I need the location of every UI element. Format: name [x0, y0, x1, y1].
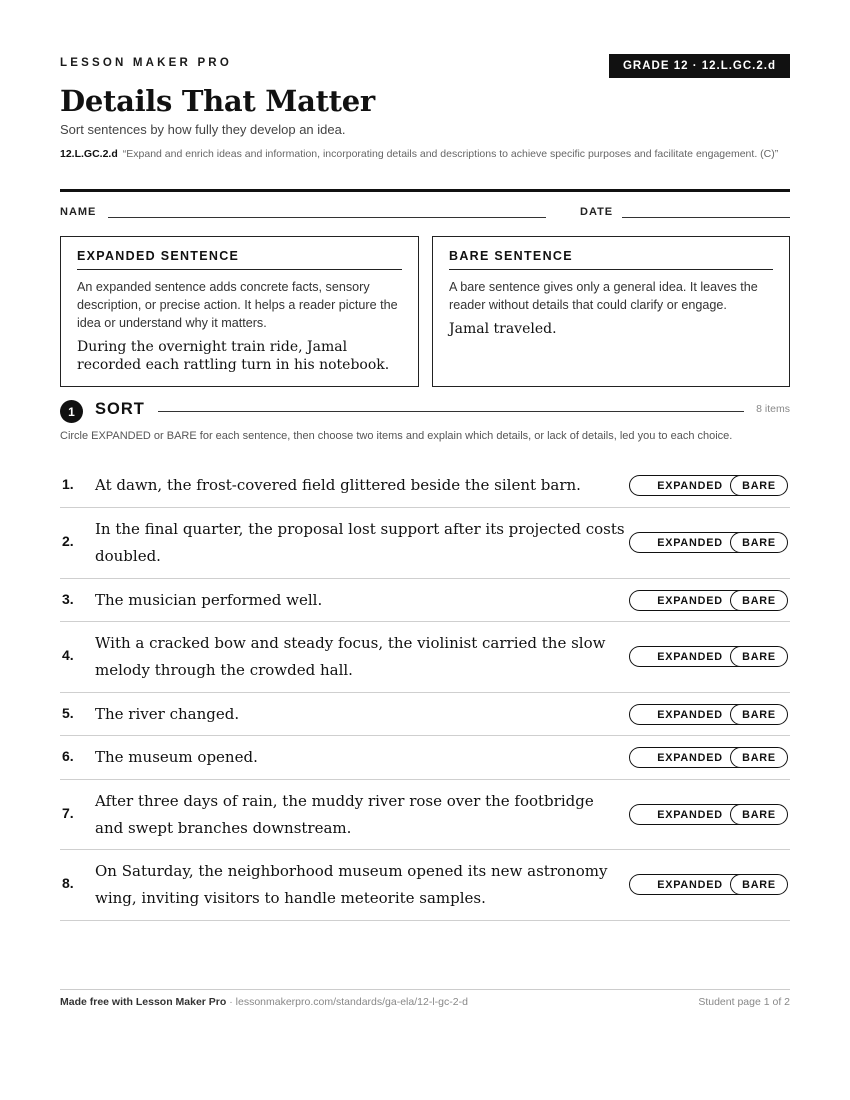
- item-number: 5.: [62, 705, 74, 721]
- sort-divider: [158, 411, 744, 412]
- sort-section-header: [60, 399, 790, 423]
- list-item: [60, 780, 790, 850]
- bare-heading: BARE SENTENCE: [449, 249, 773, 270]
- header-divider: [60, 189, 790, 192]
- worksheet-page: [60, 0, 790, 1100]
- expanded-choice[interactable]: EXPANDED: [629, 747, 751, 768]
- list-item: [60, 508, 790, 579]
- expanded-choice[interactable]: EXPANDED: [629, 590, 751, 611]
- list-item: [60, 850, 790, 921]
- item-sentence: On Saturday, the neighborhood museum opened its new astronomy wing, inviting visitors to handle meteorite samples.: [95, 862, 608, 907]
- bare-choice[interactable]: BARE: [730, 747, 788, 768]
- list-item: [60, 464, 790, 508]
- date-label: DATE: [580, 206, 614, 218]
- date-field[interactable]: [622, 217, 790, 218]
- brand-name: LESSON MAKER PRO: [60, 57, 232, 69]
- expanded-description: An expanded sentence adds concrete facts, sensory description, or precise action. It helps a reader picture the idea or understand why it matters.: [77, 280, 398, 330]
- item-number: 1.: [62, 476, 74, 492]
- bare-choice[interactable]: BARE: [730, 532, 788, 553]
- list-item: [60, 622, 790, 693]
- bare-choice[interactable]: BARE: [730, 874, 788, 895]
- footer-credit: [60, 996, 468, 1008]
- footer-made-with: Made free with Lesson Maker Pro: [60, 996, 227, 1008]
- name-label: NAME: [60, 206, 97, 218]
- grade-badge: GRADE 12 · 12.L.GC.2.d: [609, 54, 790, 78]
- expanded-choice[interactable]: EXPANDED: [629, 646, 751, 667]
- item-number: 6.: [62, 748, 74, 764]
- expanded-heading: EXPANDED SENTENCE: [77, 249, 402, 270]
- footer-divider: [60, 989, 790, 990]
- bare-choice[interactable]: BARE: [730, 646, 788, 667]
- list-item: [60, 693, 790, 736]
- item-sentence: After three days of rain, the muddy river rose over the footbridge and swept branches downstream.: [95, 792, 594, 837]
- item-count: 8 items: [756, 403, 790, 415]
- item-sentence: The museum opened.: [95, 748, 258, 766]
- item-number: 7.: [62, 805, 74, 821]
- item-sentence: At dawn, the frost-covered field glittered beside the silent barn.: [95, 476, 581, 494]
- expanded-choice[interactable]: EXPANDED: [629, 704, 751, 725]
- page-indicator: Student page 1 of 2: [698, 996, 790, 1008]
- name-date-row: [60, 206, 790, 222]
- item-sentence: The river changed.: [95, 705, 240, 723]
- bare-choice[interactable]: BARE: [730, 475, 788, 496]
- expanded-choice[interactable]: EXPANDED: [629, 475, 751, 496]
- page-title: Details That Matter: [60, 84, 375, 118]
- bare-definition-box: [432, 236, 790, 387]
- bare-choice[interactable]: BARE: [730, 704, 788, 725]
- expanded-choice[interactable]: EXPANDED: [629, 532, 751, 553]
- footer-url: · lessonmakerpro.com/standards/ga-ela/12-l-gc-2-d: [226, 996, 468, 1008]
- bare-example: Jamal traveled.: [449, 321, 557, 337]
- bare-description: A bare sentence gives only a general idea. It leaves the reader without details that could clarify or engage.: [449, 280, 758, 312]
- sort-instructions: Circle EXPANDED or BARE for each sentence, then choose two items and explain which details, or lack of details, led you to each choice.: [60, 430, 733, 442]
- item-number: 2.: [62, 533, 74, 549]
- item-sentence: The musician performed well.: [95, 591, 323, 609]
- expanded-example: During the overnight train ride, Jamal recorded each rattling turn in his notebook.: [77, 339, 390, 373]
- item-number: 3.: [62, 591, 74, 607]
- item-sentence: With a cracked bow and steady focus, the violinist carried the slow melody through the crowded hall.: [95, 634, 606, 679]
- bare-choice[interactable]: BARE: [730, 804, 788, 825]
- expanded-definition-box: [60, 236, 419, 387]
- bare-choice[interactable]: BARE: [730, 590, 788, 611]
- list-item: [60, 579, 790, 622]
- standard-code: 12.L.GC.2.d: [60, 148, 118, 160]
- standard-description: [60, 147, 790, 162]
- page-subtitle: Sort sentences by how fully they develop an idea.: [60, 122, 346, 137]
- expanded-choice[interactable]: EXPANDED: [629, 804, 751, 825]
- item-number: 4.: [62, 647, 74, 663]
- standard-text: “Expand and enrich ideas and information, incorporating details and descriptions to achieve specific purposes and facilitate engagement. (C)”: [122, 148, 779, 160]
- sort-title: SORT: [95, 400, 145, 418]
- expanded-choice[interactable]: EXPANDED: [629, 874, 751, 895]
- list-item: [60, 736, 790, 780]
- step-number-badge: 1: [60, 400, 83, 423]
- sort-item-list: [60, 464, 790, 921]
- item-sentence: In the final quarter, the proposal lost support after its projected costs doubled.: [95, 520, 625, 565]
- item-number: 8.: [62, 875, 74, 891]
- name-field[interactable]: [108, 217, 546, 218]
